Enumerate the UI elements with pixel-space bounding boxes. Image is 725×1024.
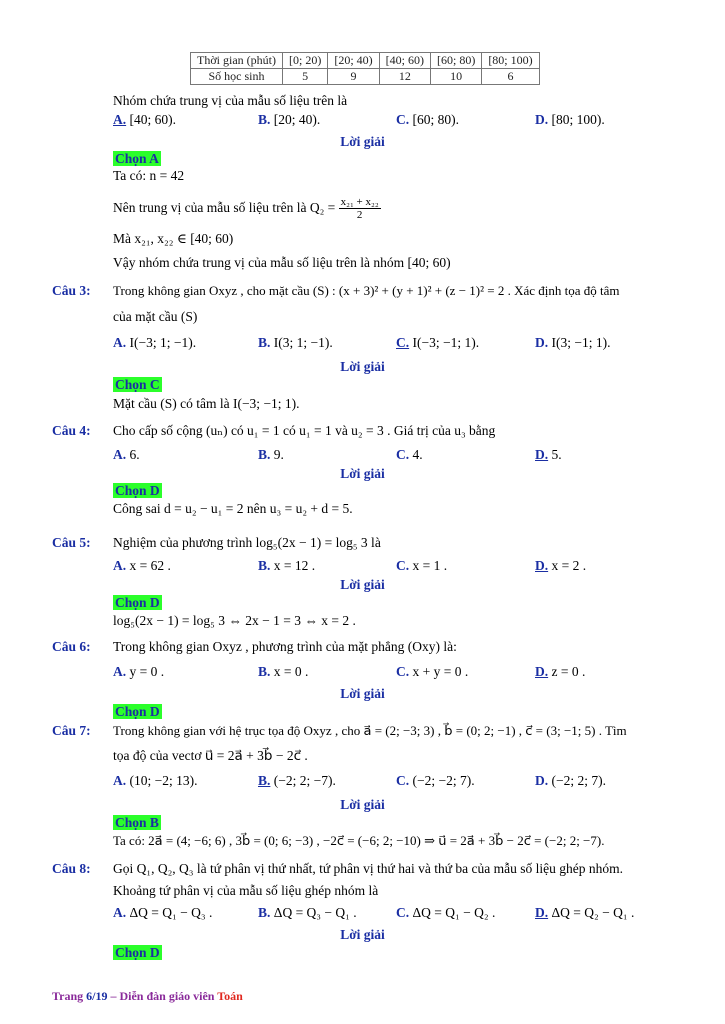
option-text: ΔQ = Q₂ − Q₁ . <box>551 905 635 920</box>
option-text: x = 62 . <box>129 558 171 573</box>
option-d <box>535 772 606 790</box>
option-text: x = 12 . <box>273 558 316 573</box>
solution-line: Ta có: n = 42 <box>113 168 185 183</box>
answer-tag <box>113 482 162 500</box>
table-cell: Số học sinh <box>191 69 283 85</box>
question-stem: Gọi Q₁, Q₂, Q₃ là tứ phân vị thứ nhất, tứ phân vị thứ hai và thứ ba của mẫu số liệu ghép nhóm. <box>113 861 623 876</box>
option-letter: B. <box>258 773 271 788</box>
option-b <box>258 772 336 790</box>
table-cell: 5 <box>283 69 328 85</box>
fraction <box>339 196 381 221</box>
option-text: (−2; −2; 7). <box>412 773 475 788</box>
table-cell: 6 <box>482 69 539 85</box>
table-row <box>191 69 540 85</box>
option-letter: A. <box>113 112 127 127</box>
fraction-denominator: 2 <box>356 209 363 222</box>
solution-heading: Lời giải <box>340 134 385 149</box>
answer-label: Chọn D <box>115 595 160 610</box>
option-letter: A. <box>113 335 127 350</box>
option-b <box>258 663 308 681</box>
table-header-row <box>191 53 540 69</box>
table-cell: 10 <box>430 69 481 85</box>
table-cell: [20; 40) <box>328 53 379 69</box>
option-letter: D. <box>535 773 549 788</box>
option-a <box>113 334 196 352</box>
option-text: [20; 40). <box>273 112 321 127</box>
table-cell: [0; 20) <box>283 53 328 69</box>
solution-line: Ta có: 2a⃗ = (4; −6; 6) , 3b⃗ = (0; 6; −3) , −2c⃗ = (−6; 2; −10) ⇒ u⃗ = 2a⃗ + 3b⃗ − 2c⃗ = (−2; 2; −7). <box>113 833 605 848</box>
option-c <box>396 772 475 790</box>
option-letter: A. <box>113 773 127 788</box>
option-text: x = 2 . <box>551 558 587 573</box>
option-text: [40; 60). <box>129 112 176 127</box>
option-c <box>396 446 423 464</box>
option-text: x = 1 . <box>412 558 448 573</box>
option-letter: A. <box>113 447 127 462</box>
question-label: Câu 6: <box>52 639 91 654</box>
question-stem: Cho cấp số cộng (uₙ) có u₁ = 1 có u₁ = 1 và u₂ = 3 . Giá trị của u₃ bằng <box>113 423 496 438</box>
question-stem: Trong không gian Oxyz , phương trình của mặt phẳng (Oxy) là: <box>113 639 457 654</box>
answer-label: Chọn D <box>115 483 160 498</box>
answer-tag <box>113 814 161 832</box>
option-letter: C. <box>396 664 410 679</box>
option-text: I(3; 1; −1). <box>273 335 333 350</box>
solution-heading: Lời giải <box>340 797 385 812</box>
solution-heading: Lời giải <box>340 686 385 701</box>
question-stem: Trong không gian với hệ trục tọa độ Oxyz , cho a⃗ = (2; −3; 3) , b⃗ = (0; 2; −1) , c⃗ = (3; −1; 5) . Tìm <box>113 723 627 738</box>
option-text: 9. <box>273 447 284 462</box>
option-letter: B. <box>258 335 271 350</box>
option-text: [60; 80). <box>412 112 459 127</box>
solution-line: Mặt cầu (S) có tâm là I(−3; −1; 1). <box>113 396 300 411</box>
footer-subject: Toán <box>217 989 243 1003</box>
option-c <box>396 663 468 681</box>
option-a <box>113 772 197 790</box>
answer-tag <box>113 944 162 962</box>
question-label: Câu 7: <box>52 723 91 738</box>
option-text: 5. <box>551 447 562 462</box>
option-text: I(−3; −1; 1). <box>412 335 480 350</box>
option-b <box>258 557 315 575</box>
fraction-numerator: x₂₁ + x₂₂ <box>340 196 379 209</box>
option-letter: A. <box>113 905 127 920</box>
answer-tag <box>113 703 162 721</box>
solution-heading: Lời giải <box>340 927 385 942</box>
question-stem: Nghiệm của phương trình log₅(2x − 1) = log₅ 3 là <box>113 535 381 550</box>
answer-label: Chọn B <box>115 815 159 830</box>
option-c <box>396 111 459 129</box>
solution-text: Nên trung vị của mẫu số liệu trên là Q₂ = <box>113 200 336 215</box>
footer-forum: – Diễn đàn giáo viên <box>107 989 218 1003</box>
option-letter: B. <box>258 447 271 462</box>
option-text: 4. <box>412 447 423 462</box>
question-label: Câu 3: <box>52 283 91 298</box>
solution-line: Công sai d = u₂ − u₁ = 2 nên u₃ = u₂ + d = 5. <box>113 501 353 516</box>
option-d <box>535 904 634 922</box>
table-cell: [40; 60) <box>379 53 430 69</box>
answer-label: Chọn C <box>115 377 160 392</box>
option-d <box>535 557 586 575</box>
option-c <box>396 557 447 575</box>
option-text: (−2; 2; 7). <box>551 773 606 788</box>
option-b <box>258 111 320 129</box>
question-label: Câu 5: <box>52 535 91 550</box>
table-cell: 12 <box>379 69 430 85</box>
option-letter: C. <box>396 447 410 462</box>
option-letter: C. <box>396 112 410 127</box>
option-b <box>258 334 333 352</box>
option-text: [80; 100). <box>551 112 605 127</box>
solution-heading: Lời giải <box>340 359 385 374</box>
option-letter: B. <box>258 112 271 127</box>
answer-tag <box>113 594 162 612</box>
option-letter: D. <box>535 112 549 127</box>
option-c <box>396 904 495 922</box>
table-cell: 9 <box>328 69 379 85</box>
question-stem: Khoảng tứ phân vị của mẫu số liệu ghép nhóm là <box>113 883 379 898</box>
question-label: Câu 8: <box>52 861 91 876</box>
question-stem: Trong không gian Oxyz , cho mặt cầu (S) : (x + 3)² + (y + 1)² + (z − 1)² = 2 . Xác định tọa độ tâm <box>113 283 620 298</box>
option-a <box>113 111 176 129</box>
answer-tag <box>113 150 161 168</box>
footer-trang: Trang <box>52 989 87 1003</box>
option-text: I(3; −1; 1). <box>551 335 611 350</box>
solution-line: Vậy nhóm chứa trung vị của mẫu số liệu trên là nhóm [40; 60) <box>113 255 451 270</box>
option-letter: D. <box>535 447 549 462</box>
option-c <box>396 334 479 352</box>
option-letter: B. <box>258 664 271 679</box>
option-letter: B. <box>258 905 271 920</box>
table-cell: [80; 100) <box>482 53 539 69</box>
option-d <box>535 334 610 352</box>
answer-label: Chọn A <box>115 151 159 166</box>
option-letter: C. <box>396 558 410 573</box>
option-letter: D. <box>535 558 549 573</box>
option-letter: C. <box>396 905 410 920</box>
solution-line <box>113 193 381 223</box>
footer-page-number: 6/19 <box>86 989 108 1003</box>
option-d <box>535 111 605 129</box>
table-cell: [60; 80) <box>430 53 481 69</box>
option-text: ΔQ = Q₁ − Q₂ . <box>412 905 496 920</box>
solution-heading: Lời giải <box>340 466 385 481</box>
option-text: ΔQ = Q₃ − Q₁ . <box>273 905 357 920</box>
option-a <box>113 663 164 681</box>
option-b <box>258 446 284 464</box>
option-a <box>113 904 212 922</box>
option-letter: A. <box>113 664 127 679</box>
option-letter: A. <box>113 558 127 573</box>
question-stem: Nhóm chứa trung vị của mẫu số liệu trên là <box>113 93 348 108</box>
option-d <box>535 446 562 464</box>
option-text: ΔQ = Q₁ − Q₃ . <box>129 905 213 920</box>
option-text: 6. <box>129 447 140 462</box>
solution-heading: Lời giải <box>340 577 385 592</box>
option-text: (−2; 2; −7). <box>273 773 336 788</box>
option-text: x = 0 . <box>273 664 309 679</box>
option-d <box>535 663 585 681</box>
option-a <box>113 446 140 464</box>
solution-line: log₅(2x − 1) = log₅ 3 ⇔ 2x − 1 = 3 ⇔ x = 2 . <box>113 613 356 628</box>
option-letter: B. <box>258 558 271 573</box>
option-letter: D. <box>535 335 549 350</box>
option-text: (10; −2; 13). <box>129 773 198 788</box>
answer-tag <box>113 376 162 394</box>
option-text: z = 0 . <box>551 664 586 679</box>
option-letter: C. <box>396 335 410 350</box>
question-stem: tọa độ của vectơ u⃗ = 2a⃗ + 3b⃗ − 2c⃗ . <box>113 748 308 763</box>
question-stem: của mặt cầu (S) <box>113 309 198 324</box>
answer-label: Chọn D <box>115 704 160 719</box>
option-text: x + y = 0 . <box>412 664 469 679</box>
option-text: y = 0 . <box>129 664 165 679</box>
option-letter: C. <box>396 773 410 788</box>
option-letter: D. <box>535 664 549 679</box>
option-text: I(−3; 1; −1). <box>129 335 197 350</box>
question-label: Câu 4: <box>52 423 91 438</box>
option-b <box>258 904 357 922</box>
option-letter: D. <box>535 905 549 920</box>
solution-line: Mà x₂₁, x₂₂ ∈ [40; 60) <box>113 231 234 246</box>
table-cell: Thời gian (phút) <box>191 53 283 69</box>
option-a <box>113 557 171 575</box>
answer-label: Chọn D <box>115 945 160 960</box>
page-footer <box>52 988 243 1004</box>
frequency-table <box>190 52 540 85</box>
